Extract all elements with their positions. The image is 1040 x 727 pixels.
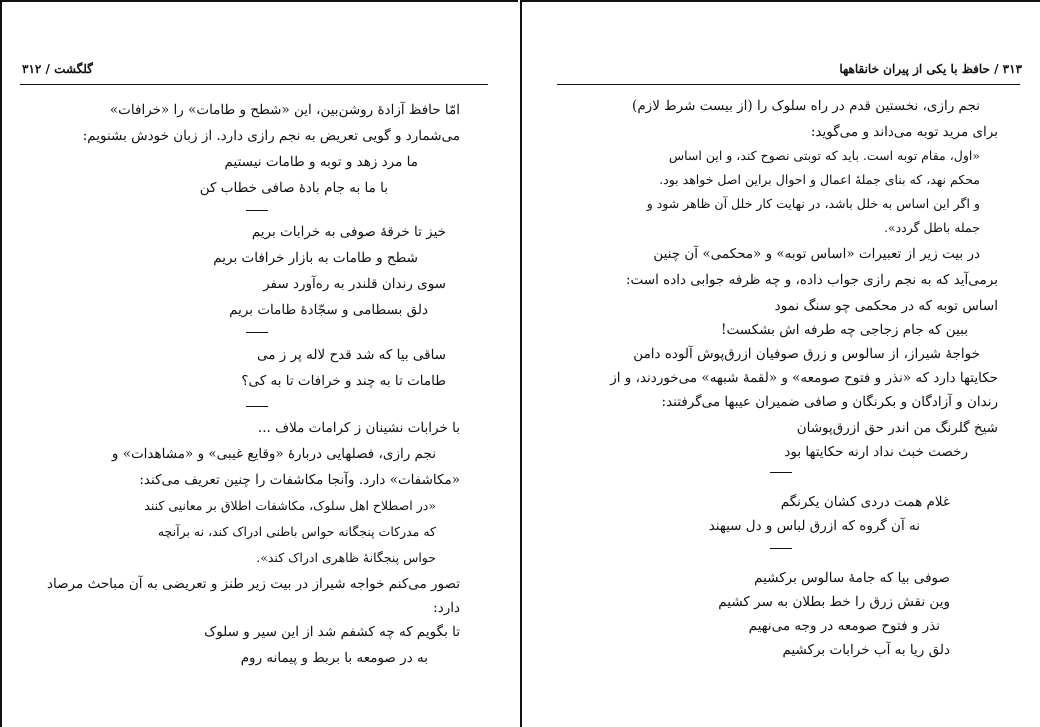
text-line: در بیت زیر از تعبیرات «اساس توبه» و «محکمی» آن چنین <box>653 246 980 262</box>
text-line: تصور می‌کنم خواجه شیراز در بیت زیر طنز و تعریضی به آن مباحث مرصاد <box>47 576 460 592</box>
text-line: «مکاشفات» دارد. وآنجا مکاشفات را چنین تعریف می‌کند: <box>139 472 460 488</box>
quote-line: حواس پنجگانهٔ ظاهری ادراک کند». <box>256 550 436 565</box>
left-page <box>0 0 518 727</box>
verse-line: وین نقش زرق را خط بطلان به سر کشیم <box>718 594 950 610</box>
verse-line: رخصت خبث نداد ارنه حکایتها بود <box>784 444 968 460</box>
section-divider <box>246 210 268 211</box>
quote-line: جمله باطل گردد». <box>883 220 980 235</box>
verse-line: به در صومعه با بربط و پیمانه روم <box>240 650 428 666</box>
text-line: خواجهٔ شیراز، از سالوس و زرق صوفیان ازرق‌پوش آلوده دامن <box>633 346 980 362</box>
verse-line: با ما به جام بادهٔ صافی خطاب کن <box>199 180 388 196</box>
verse-line: اساس توبه که در محکمی چو سنگ نمود <box>774 298 998 314</box>
verse-line: غلام همت دردی کشان یکرنگم <box>780 494 950 510</box>
quote-line: «در اصطلاح اهل سلوک، مکاشفات اطلاق بر معانیی کنند <box>144 498 436 513</box>
quote-line: محکم نهد، که بنای جملهٔ اعمال و احوال براین اصل خواهد بود. <box>659 172 980 187</box>
verse-line: با خرابات نشینان ز کرامات ملاف ... <box>257 420 460 436</box>
verse-line: نه آن گروه که ازرق لباس و دل سیهند <box>708 518 920 534</box>
header-rule <box>557 84 1020 85</box>
text-line: برمی‌آید که به نجم رازی جواب داده، و چه ظرفه جوابی داده است: <box>625 272 998 288</box>
section-divider <box>246 332 268 333</box>
section-divider <box>770 472 792 473</box>
verse-line: شطح و طامات به بازار خرافات بریم <box>213 250 418 266</box>
text-line: رندان و آزادگان و بکرنگان و صافی ضمیران عیبها می‌گرفتند: <box>661 394 998 410</box>
section-divider <box>770 548 792 549</box>
right-page <box>520 0 1040 727</box>
section-divider <box>246 406 268 407</box>
verse-line: ما مرد زهد و توبه و طامات نیستیم <box>224 154 418 170</box>
verse-line: خیز تا خرقهٔ صوفی به خرابات بریم <box>251 224 446 240</box>
verse-line: تا بگویم که چه کشفم شد از این سیر و سلوک <box>204 624 460 640</box>
text-line: دارد: <box>433 600 460 616</box>
text-line: می‌شمارد و گویی تعریض به نجم رازی دارد. از زبان خودش بشنویم: <box>82 128 460 144</box>
verse-line: نذر و فتوح صومعه در وجه می‌نهیم <box>748 618 940 634</box>
page-header: گلگشت / ۳۱۲ <box>22 62 93 76</box>
verse-line: صوفی بیا که جامهٔ سالوس برکشیم <box>754 570 950 586</box>
verse-line: سوی رندان قلندر به ره‌آورد سفر <box>263 276 446 292</box>
text-line: نجم رازی، نخستین قدم در راه سلوک را (از بیست شرط لازم) <box>632 98 980 114</box>
text-line: امّا حافظ آزادهٔ روشن‌بین، این «شطح و طامات» را «خرافات» <box>109 102 460 118</box>
text-line: برای مرید توبه می‌داند و می‌گوید: <box>810 124 998 140</box>
text-line: نجم رازی، فصلهایی دربارهٔ «وقایع غیبی» و «مشاهدات» و <box>111 446 436 462</box>
verse-line: ببین که جام زجاجی چه طرفه اش بشکست! <box>721 322 968 338</box>
page-header: ۳۱۳ / حافظ با یکی از پیران خانقاهها <box>839 62 1022 76</box>
verse-line: دلق بسطامی و سجّادهٔ طامات بریم <box>229 302 428 318</box>
quote-line: «اول، مقام توبه است. باید که توبتی نصوح کند، و این اساس <box>668 148 980 163</box>
quote-line: و اگر این اساس به خلل باشد، در نهایت کار خلل آن ظاهر شود و <box>646 196 980 211</box>
header-rule <box>20 84 488 85</box>
quote-line: که مدرکات پنجگانه حواس باطنی ادراک کند، نه برآنچه <box>157 524 436 539</box>
verse-line: دلق ریا به آب خرابات برکشیم <box>782 642 950 658</box>
verse-line: شیخ گلرنگ من اندر حق ازرق‌پوشان <box>796 420 998 436</box>
text-line: حکایتها دارد که «نذر و فتوح صومعه» و «لقمهٔ شبهه» می‌خوردند، و از <box>610 370 998 386</box>
verse-line: ساقی بیا که شد قدح لاله پر ز می <box>257 347 446 363</box>
verse-line: طامات تا به چند و خرافات تا به کی؟ <box>241 373 446 389</box>
